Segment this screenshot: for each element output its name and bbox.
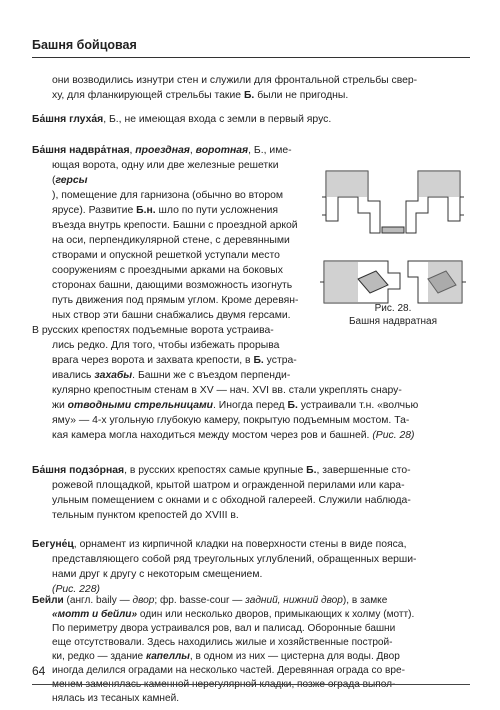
line: сооружениям с проездными арками на боковых [52, 265, 283, 276]
caption-number: Рис. 28. [374, 303, 412, 314]
sep: , [189, 145, 196, 156]
line: устра- [263, 355, 297, 366]
line: ульным помещением с окнами и с обходной галереей. Служили наблюда- [52, 495, 411, 506]
line: тельным пунктом крепостей до XVIII в. [52, 510, 239, 521]
alt-vorotnaya: воротная [195, 145, 249, 156]
term-b: Б. [287, 400, 298, 411]
line: ), помещение для гарнизона (обычно во втором [52, 190, 284, 201]
footer-rule [32, 684, 470, 685]
header-rule [32, 57, 470, 58]
line: ивались [52, 370, 95, 381]
line: иногда делился оградами на несколько частей. Деревянная ограда со вре- [52, 665, 405, 676]
line: ), в замке [342, 595, 388, 606]
line: ярусе). Развитие [52, 205, 137, 216]
term-b: Б. [306, 465, 317, 476]
intro-paragraph [32, 73, 490, 103]
line: представляющего собой ряд треугольных углублений, обращенных верши- [52, 554, 417, 565]
term-otvodnye: отводными стрельницами [67, 400, 214, 411]
line: ных створ эти башни снабжались двумя герсами. [52, 310, 291, 321]
line: кая камера могла находиться между мостом через ров и башней. [52, 430, 373, 441]
intro-line-1: они возводились изнутри стен и служили для фронтальной стрельбы свер- [52, 75, 418, 86]
entry-glukhaya [32, 112, 470, 127]
intro-line-2c: были не пригодны. [254, 90, 349, 101]
term-zakhaby: захабы [94, 370, 133, 381]
line: кулярно крепостным стенам в XV — нач. XVI вв. стали укреплять снару- [52, 385, 402, 396]
line: шло по пути усложнения [155, 205, 279, 216]
line: сторонах башни, дающими возможность изогнуть [52, 280, 293, 291]
intro-line-2a: ху, для фланкирующей стрельбы такие [52, 90, 244, 101]
line: нялась из тесаных камней. [52, 693, 180, 704]
line: , орнамент из кирпичной кладки на поверхности стены в виде пояса, [73, 539, 407, 550]
alt-proezdnaya: проездная [135, 145, 190, 156]
line: устраивали т.н. «волчью [297, 400, 419, 411]
line: , завершенные сто- [316, 465, 411, 476]
term-gersy: герсы [55, 175, 88, 186]
term-b: Б. [253, 355, 264, 366]
line: яму» — 4-х угольную глубокую камеру, покрытую подъемным мостом. Та- [52, 415, 410, 426]
line: ; фр. basse-cour — [154, 595, 246, 606]
line: , в одном из них — цистерна для воды. Двор [189, 651, 400, 662]
caption-title: Башня надвратная [348, 316, 438, 327]
line: нами друг к другу с некоторым смещением. [52, 569, 263, 580]
running-header: Башня бойцовая [32, 38, 137, 52]
term-beyli: Бейли [32, 595, 64, 606]
sep: , [129, 145, 136, 156]
term-nadvratnaya: Ба́шня надвра́тная [32, 145, 130, 156]
term-kapelly: капеллы [145, 651, 190, 662]
figure-28-caption [318, 302, 468, 328]
line: жи [52, 400, 68, 411]
line: еще отсутствовали. Здесь находились жилые и хозяйственные построй- [52, 637, 393, 648]
line: путь движения под прямым углом. Кроме деревян- [52, 295, 299, 306]
entry-begunets [32, 537, 470, 597]
line: лись редко. Для того, чтобы избежать прорыва [52, 340, 280, 351]
term-bn: Б.н. [136, 205, 156, 216]
entry-podzornaya [32, 463, 470, 523]
term-podzornaya: Ба́шня подзо́рная [32, 465, 125, 476]
line: ющая ворота, одну или две железные решетки ( [52, 160, 279, 186]
def-glukhaya: , Б., не имеющая входа с земли в первый ярус. [103, 114, 332, 125]
term-mott-beyli: «мотт и бейли» [52, 609, 138, 620]
term-begunets: Бегуне́ц [32, 539, 74, 550]
line: . Иногда перед [213, 400, 288, 411]
line: врага через ворота и захвата крепости, в [52, 355, 254, 366]
ref-fig-28: (Рис. 28) [372, 430, 415, 441]
line: рожевой площадкой, крытой шатром и огражденной перилами или кара- [52, 480, 405, 491]
entry-nadvratnaya-cont [32, 383, 490, 443]
line: один или несколько дворов, примыкающих к холму (мотт). [137, 609, 415, 620]
line: ки, редко — здание [52, 651, 146, 662]
line: на оси, перпендикулярной стене, с деревянными [52, 235, 290, 246]
gloss-dvor: двор [132, 595, 155, 606]
line: В русских крепостях подъемные ворота устраива- [32, 325, 274, 336]
ref-fig-228: (Рис. 228) [52, 584, 100, 595]
line: створами и опускной решеткой уступали место [52, 250, 280, 261]
line: , в русских крепостях самые крупные [124, 465, 307, 476]
line: По периметру двора устраивался ров, вал и палисад. Оборонные башни [52, 623, 396, 634]
line: , Б., име- [248, 145, 292, 156]
line: въезда внутрь крепости. Башни с проездной аркой [52, 220, 298, 231]
intro-b: Б. [243, 90, 255, 101]
entry-beyli [32, 594, 470, 706]
page-number: 64 [32, 664, 46, 678]
line: (англ. baily — [63, 595, 133, 606]
line: менем заменялась каменной нерегулярной кладки, позже ограда выпол- [52, 679, 396, 690]
gloss-zadniy: задний, нижний двор [245, 595, 343, 606]
term-glukhaya: Ба́шня глуха́я [32, 114, 104, 125]
entry-nadvratnaya [32, 143, 314, 383]
line: . Башни же с въездом перпенди- [132, 370, 291, 381]
